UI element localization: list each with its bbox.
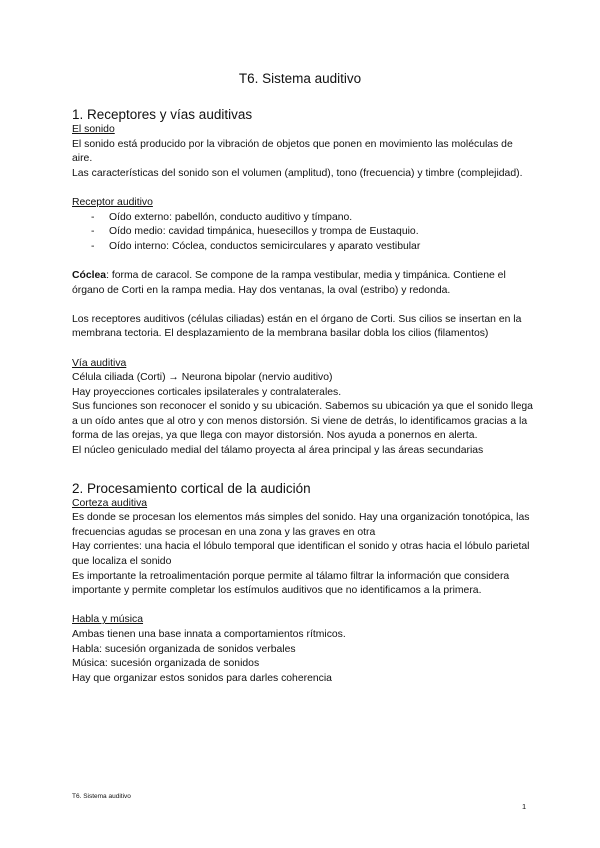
page-number: 1	[522, 802, 527, 811]
paragraph: El sonido está producido por la vibración de objetos que ponen en movimiento las moléculas de aire.	[72, 138, 513, 165]
paragraph: Hay que organizar estos sonidos para darles coherencia	[72, 672, 332, 684]
paragraph: El núcleo geniculado medial del tálamo proyecta al área principal y las áreas secundarias	[72, 445, 484, 457]
paragraph: Es importante la retroalimentación porque permite al tálamo filtrar la información que considera importante y permite completar los estímulos auditivos que no identificamos a la primera.	[72, 570, 510, 597]
section-2-heading: 2. Procesamiento cortical de la audición	[72, 480, 311, 496]
footer-text: T6. Sistema auditivo	[72, 793, 131, 800]
list-item: - Oído externo: pabellón, conducto auditivo y tímpano.	[72, 211, 534, 226]
subsection-receptor: Receptor auditivo	[72, 196, 153, 208]
page-title: T6. Sistema auditivo	[238, 71, 362, 86]
paragraph: Célula ciliada (Corti) → Neurona bipolar (nervio auditivo)	[72, 372, 333, 384]
paragraph: Habla: sucesión organizada de sonidos verbales	[72, 643, 296, 655]
paragraph: Hay proyecciones corticales ipsilaterales y contralaterales.	[72, 386, 342, 398]
subsection-sonido: El sonido	[72, 124, 115, 135]
ear-parts-list	[72, 211, 534, 255]
paragraph: Sus funciones son reconocer el sonido y su ubicación. Sabemos su ubicación ya que el sonido llega a un oído antes que al otro y con menos distorsión. Si viene de detrás, lo identificamos gracias a la forma de las orejas, ya que llega con mayor distorsión. Nos ayuda a ponernos en alerta.	[72, 401, 533, 442]
paragraph: Las características del sonido son el volumen (amplitud), tono (frecuencia) y timbre (complejidad).	[72, 167, 523, 179]
paragraph: Hay corrientes: una hacia el lóbulo temporal que identifican el sonido y otras hacia el lóbulo parietal que localiza el sonido	[72, 541, 530, 568]
document-body	[72, 107, 534, 686]
section-1-heading: 1. Receptores y vías auditivas	[72, 107, 253, 122]
subsection-via: Vía auditiva	[72, 357, 127, 369]
paragraph: Los receptores auditivos (células ciliadas) están en el órgano de Corti. Sus cilios se insertan en la membrana tectoria. El desplazamiento de la membrana basilar dobla los cilios (filamentos)	[72, 313, 522, 340]
list-item: - Oído interno: Cóclea, conductos semicirculares y aparato vestibular	[72, 240, 534, 255]
subsection-corteza: Corteza auditiva	[72, 497, 148, 509]
paragraph: Es donde se procesan los elementos más simples del sonido. Hay una organización tonotópica, las frecuencias agudas se procesan en una zona y las graves en otra	[72, 512, 530, 538]
coclea-term: Cóclea	[72, 269, 107, 281]
paragraph: Ambas tienen una base innata a comportamientos rítmicos.	[72, 629, 346, 640]
subsection-habla: Habla y música	[72, 614, 144, 626]
coclea-paragraph	[72, 269, 534, 298]
coclea-text: : forma de caracol. Se compone de la rampa vestibular, media y timpánica. Contiene el órgano de Corti en la rampa media. Hay dos ventanas, la oval (estribo) y redonda.	[72, 269, 506, 296]
paragraph: Música: sucesión organizada de sonidos	[72, 658, 260, 670]
list-item: - Oído medio: cavidad timpánica, huesecillos y trompa de Eustaquio.	[72, 225, 534, 240]
